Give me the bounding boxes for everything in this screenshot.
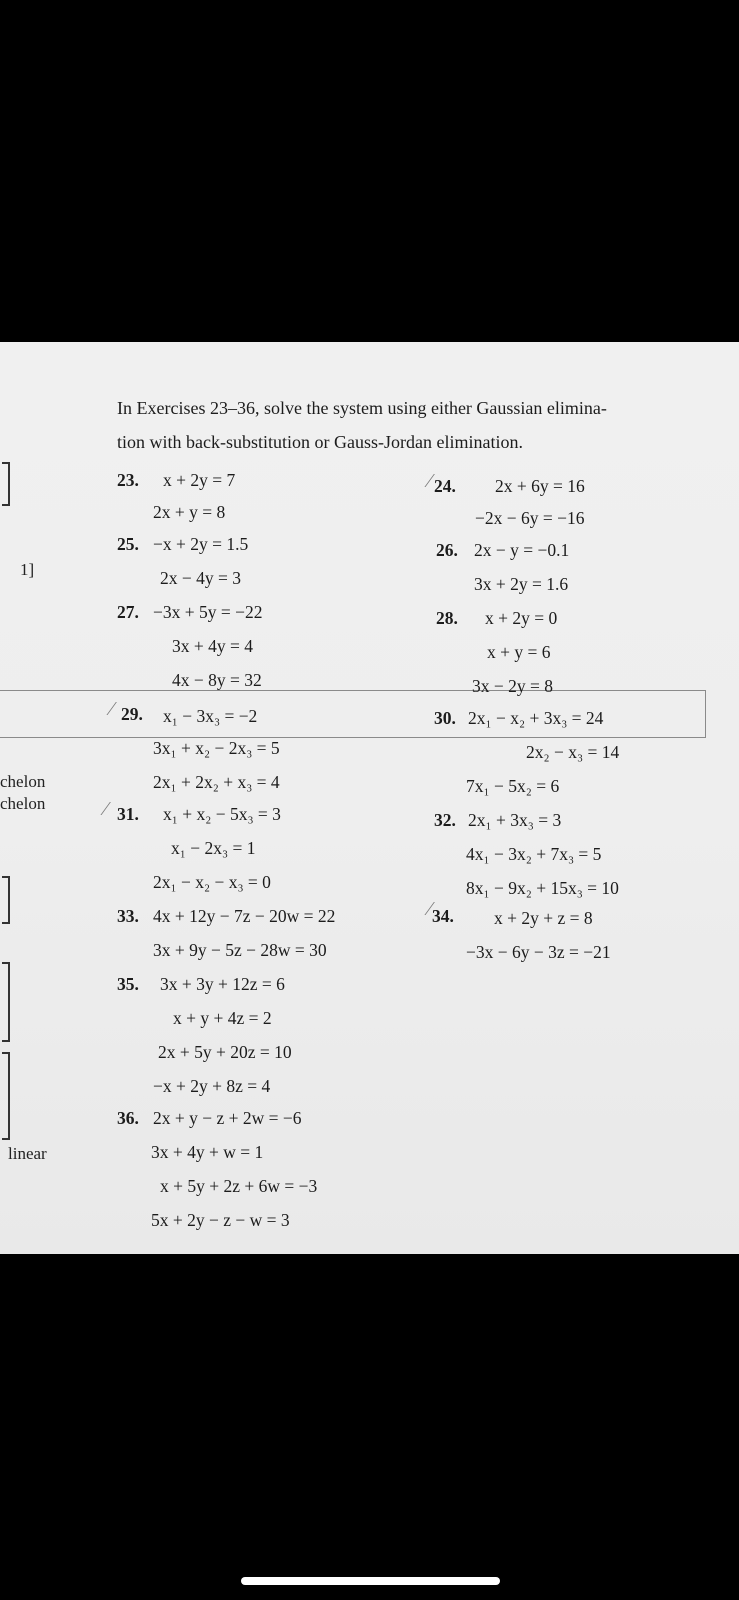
exercise-36-eq-1: 2x + y − z + 2w = −6 bbox=[153, 1108, 302, 1128]
exercise-36-eq-2: 3x + 4y + w = 1 bbox=[151, 1142, 264, 1162]
margin-fragment-2: chelon bbox=[0, 772, 46, 791]
exercise-35-eq-2: x + y + 4z = 2 bbox=[173, 1008, 272, 1028]
check-mark-34: ⁄ bbox=[428, 898, 432, 920]
exercise-36-eq-3: x + 5y + 2z + 6w = −3 bbox=[160, 1176, 318, 1196]
exercise-25-eq-2: 2x − 4y = 3 bbox=[160, 568, 241, 588]
exercise-23-eq-2: 2x + y = 8 bbox=[153, 502, 226, 522]
exercise-32-number: 32. bbox=[434, 810, 456, 830]
exercise-32-eq-3: 8x₁ − 9x₂ + 15x₃ = 10 bbox=[466, 878, 619, 898]
exercise-35-eq-4: −x + 2y + 8z = 4 bbox=[153, 1076, 271, 1096]
check-mark-24: ⁄ bbox=[428, 470, 432, 492]
exercise-36-eq-4: 5x + 2y − z − w = 3 bbox=[151, 1210, 290, 1230]
matrix-bracket-3 bbox=[2, 962, 10, 1042]
exercise-32-eq-1: 2x₁ + 3x₃ = 3 bbox=[468, 810, 562, 830]
exercise-34-number: 34. bbox=[432, 906, 454, 926]
exercise-34-eq-2: −3x − 6y − 3z = −21 bbox=[466, 942, 611, 962]
exercise-29-number: 29. bbox=[121, 704, 143, 724]
exercise-28-eq-3: 3x − 2y = 8 bbox=[472, 676, 553, 696]
exercise-24-number: 24. bbox=[434, 476, 456, 496]
exercise-31-eq-2: x₁ − 2x₃ = 1 bbox=[171, 838, 256, 858]
check-mark-29: ⁄ bbox=[110, 698, 114, 720]
margin-fragment-3: chelon bbox=[0, 794, 46, 813]
matrix-bracket-2 bbox=[2, 876, 10, 924]
exercise-33-eq-1: 4x + 12y − 7z − 20w = 22 bbox=[153, 906, 336, 926]
matrix-bracket-1 bbox=[2, 462, 10, 506]
exercise-29-eq-2: 3x₁ + x₂ − 2x₃ = 5 bbox=[153, 738, 280, 758]
exercise-35-number: 35. bbox=[117, 974, 139, 994]
exercise-28-eq-2: x + y = 6 bbox=[487, 642, 551, 662]
check-mark-31: ⁄ bbox=[104, 798, 108, 820]
exercise-30-number: 30. bbox=[434, 708, 456, 728]
textbook-page-photo bbox=[0, 342, 739, 1254]
exercise-25-eq-1: −x + 2y = 1.5 bbox=[153, 534, 249, 554]
exercise-30-eq-2: 2x₂ − x₃ = 14 bbox=[526, 742, 620, 762]
exercise-34-eq-1: x + 2y + z = 8 bbox=[494, 908, 593, 928]
instructions-line-2: tion with back-substitution or Gauss-Jordan elimination. bbox=[117, 432, 523, 452]
exercise-29-eq-3: 2x₁ + 2x₂ + x₃ = 4 bbox=[153, 772, 280, 792]
margin-fragment-4: linear bbox=[8, 1144, 47, 1163]
exercise-31-number: 31. bbox=[117, 804, 139, 824]
exercise-27-eq-2: 3x + 4y = 4 bbox=[172, 636, 253, 656]
exercise-25-number: 25. bbox=[117, 534, 139, 554]
exercise-33-number: 33. bbox=[117, 906, 139, 926]
instructions-line-1: In Exercises 23–36, solve the system using either Gaussian elimina- bbox=[117, 398, 607, 418]
exercise-26-number: 26. bbox=[436, 540, 458, 560]
exercise-23-eq-1: x + 2y = 7 bbox=[163, 470, 236, 490]
exercise-29-eq-1: x₁ − 3x₃ = −2 bbox=[163, 706, 258, 726]
exercise-27-number: 27. bbox=[117, 602, 139, 622]
exercise-33-eq-2: 3x + 9y − 5z − 28w = 30 bbox=[153, 940, 327, 960]
exercise-30-eq-1: 2x₁ − x₂ + 3x₃ = 24 bbox=[468, 708, 604, 728]
exercise-28-number: 28. bbox=[436, 608, 458, 628]
exercise-28-eq-1: x + 2y = 0 bbox=[485, 608, 558, 628]
exercise-31-eq-3: 2x₁ − x₂ − x₃ = 0 bbox=[153, 872, 271, 892]
exercise-24-eq-1: 2x + 6y = 16 bbox=[495, 476, 585, 496]
exercise-31-eq-1: x₁ + x₂ − 5x₃ = 3 bbox=[163, 804, 281, 824]
exercise-23-number: 23. bbox=[117, 470, 139, 490]
exercise-24-eq-2: −2x − 6y = −16 bbox=[475, 508, 585, 528]
exercise-30-eq-3: 7x₁ − 5x₂ = 6 bbox=[466, 776, 560, 796]
home-indicator[interactable] bbox=[241, 1577, 500, 1585]
margin-fragment-1: 1] bbox=[20, 560, 35, 579]
exercise-26-eq-1: 2x − y = −0.1 bbox=[474, 540, 570, 560]
exercise-27-eq-3: 4x − 8y = 32 bbox=[172, 670, 262, 690]
exercise-35-eq-1: 3x + 3y + 12z = 6 bbox=[160, 974, 285, 994]
exercise-26-eq-2: 3x + 2y = 1.6 bbox=[474, 574, 569, 594]
exercise-27-eq-1: −3x + 5y = −22 bbox=[153, 602, 263, 622]
exercise-32-eq-2: 4x₁ − 3x₂ + 7x₃ = 5 bbox=[466, 844, 602, 864]
exercise-35-eq-3: 2x + 5y + 20z = 10 bbox=[158, 1042, 292, 1062]
matrix-bracket-4 bbox=[2, 1052, 10, 1140]
exercise-36-number: 36. bbox=[117, 1108, 139, 1128]
